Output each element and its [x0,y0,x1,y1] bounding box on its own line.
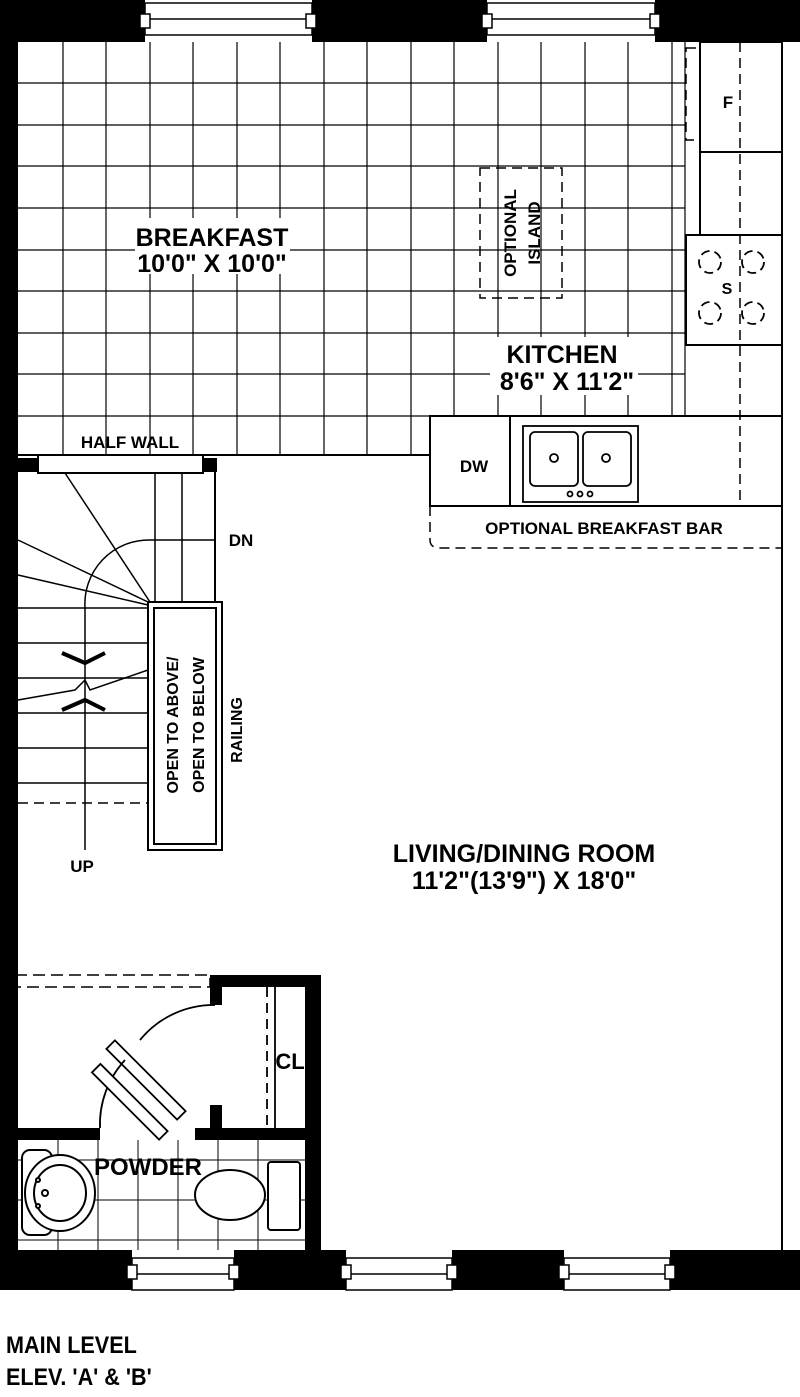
caption-elevation: ELEV. 'A' & 'B' [6,1364,152,1391]
plan-caption [6,1330,152,1394]
stove-label: S [721,281,733,298]
breakfast-size: 10'0" X 10'0" [137,250,287,278]
open-to-above-railing [148,602,222,850]
island-label-line2: ISLAND [525,201,544,265]
island-label-line1: OPTIONAL [501,189,520,277]
breakfast-name: BREAKFAST [135,224,289,252]
open-to-below-label: OPEN TO BELOW [191,657,208,793]
fridge-label: F [722,93,734,112]
caption-level: MAIN LEVEL [6,1332,137,1359]
stair-up-label: UP [70,857,94,876]
dishwasher-label: DW [459,457,489,476]
breakfast-bar-label: OPTIONAL BREAKFAST BAR [485,519,723,538]
doors [92,987,275,1140]
stair-down-label: DN [228,531,254,550]
open-to-above-label: OPEN TO ABOVE/ [165,656,182,794]
kitchen-sink [523,426,638,502]
kitchen-name: KITCHEN [506,341,618,369]
kitchen-size: 8'6" X 11'2" [499,368,635,396]
powder-name: POWDER [94,1154,202,1181]
closet-label: CL [275,1049,305,1074]
living-name: LIVING/DINING ROOM [392,840,656,868]
railing-label: RAILING [229,697,246,763]
half-wall-label: HALF WALL [80,433,180,452]
living-size: 11'2"(13'9") X 18'0" [411,867,637,895]
